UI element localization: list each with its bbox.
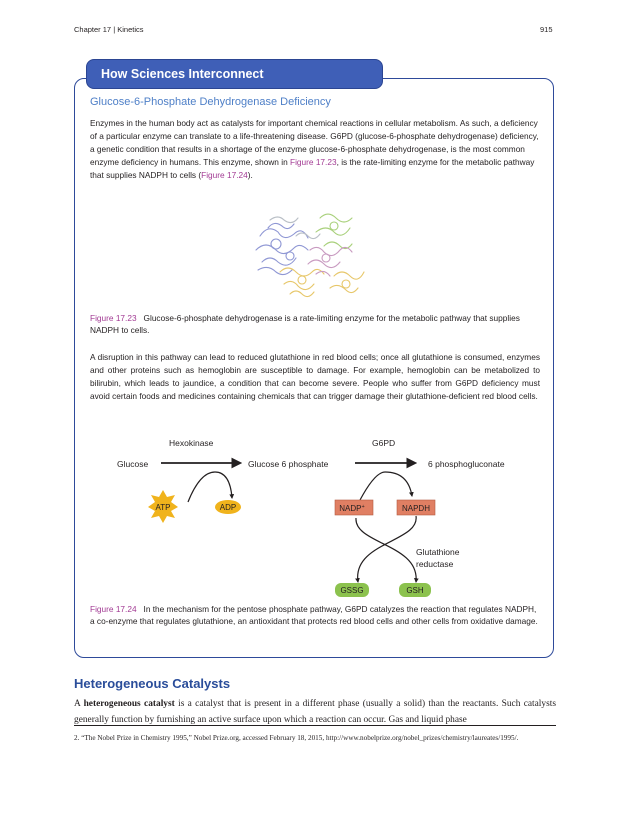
- feature-box-tab: How Sciences Interconnect: [86, 59, 383, 89]
- glutathione-reductase-label-line2: reductase: [416, 559, 454, 569]
- figure-17-24-link[interactable]: Figure 17.24: [201, 169, 248, 180]
- figure-17-23-link[interactable]: Figure 17.23: [290, 156, 337, 167]
- g6pd-label: G6PD: [372, 438, 396, 448]
- gssg-label: GSSG: [340, 586, 364, 595]
- nadph-label: NAPDH: [401, 504, 431, 513]
- atp-adp-curved-arrow: [188, 472, 232, 502]
- hexokinase-label: Hexokinase: [169, 438, 214, 448]
- page-number: 915: [540, 25, 553, 34]
- disruption-paragraph: A disruption in this pathway can lead to reduced glutathione in red blood cells; once all glutathione is consumed, enzymes and other proteins such as hemoglobin are susceptible to damage. For example, hemoglobin can be metabolized to bilirubin, which leads to jaundice, a condition that can become severe. People who suffer from G6PD deficiency must avoid certain foods and medicines containing chemicals that can trigger damage their glutathione-deficient red blood cells.: [90, 352, 540, 401]
- running-header-chapter: Chapter 17 | Kinetics: [74, 25, 144, 34]
- section-heading: Heterogeneous Catalysts: [74, 676, 231, 691]
- pentose-phosphate-pathway-diagram: [90, 432, 540, 602]
- 6-phosphogluconate-label: 6 phosphogluconate: [428, 459, 505, 469]
- atp-label: ATP: [155, 503, 171, 512]
- gsh-label: GSH: [406, 586, 424, 595]
- glucose-label: Glucose: [117, 459, 149, 469]
- glutathione-reductase-label-line1: Glutathione: [416, 547, 460, 557]
- nadp-plus-label: NADP+: [339, 504, 365, 513]
- key-term: heterogeneous catalyst: [83, 699, 175, 709]
- adp-label: ADP: [219, 503, 237, 512]
- section-body-paragraph: A heterogeneous catalyst is a catalyst that is present in a different phase (usually a solid) than the reactants. Such catalysts generally function by furnishing an active surface upon which a reaction can occur. Gas and liquid phase: [74, 699, 556, 725]
- gssg-gsh-curved-arrow: [356, 518, 416, 582]
- footnote-divider: [74, 725, 556, 726]
- figure-17-23-caption: Figure 17.23 Glucose-6-phosphate dehydrogenase is a rate-limiting enzyme for the metabolic pathway that supplies NADPH to cells.: [90, 313, 520, 335]
- nadp-nadph-curved-arrow: [360, 472, 412, 500]
- figure-17-24-caption: Figure 17.24 In the mechanism for the pentose phosphate pathway, G6PD catalyzes the reaction that regulates NADPH, a co-enzyme that regulates glutathione, an antioxidant that protects red blood cells and other cells from oxidative damage.: [90, 604, 538, 626]
- feature-box-title: Glucose-6-Phosphate Dehydrogenase Deficiency: [90, 96, 331, 108]
- nadph-recycle-curved-arrow: [358, 516, 417, 582]
- intro-paragraph: Enzymes in the human body act as catalysts for important chemical reactions in cellular metabolism. As such, a deficiency of a particular enzyme can translate to a life-threatening disease. G6PD (glucose-6-phosphate dehydrogenase) deficiency, a genetic condition that results in a shortage of the enzyme glucose-6-phosphate dehydrogenase, is the most common enzyme deficiency in humans. This enzyme, shown in Figure 17.23, is the rate-limiting enzyme for the metabolic pathway that supplies NADPH to cells (Figure 17.24).: [90, 118, 539, 180]
- glucose-6-phosphate-label: Glucose 6 phosphate: [248, 459, 329, 469]
- footnote: 2. “The Nobel Prize in Chemistry 1995,” Nobel Prize.org, accessed February 18, 2015, http://www.nobelprize.org/nobel_prizes/chemistry/laureates/1995/.: [74, 734, 519, 742]
- g6pd-protein-structure-image: [250, 206, 370, 306]
